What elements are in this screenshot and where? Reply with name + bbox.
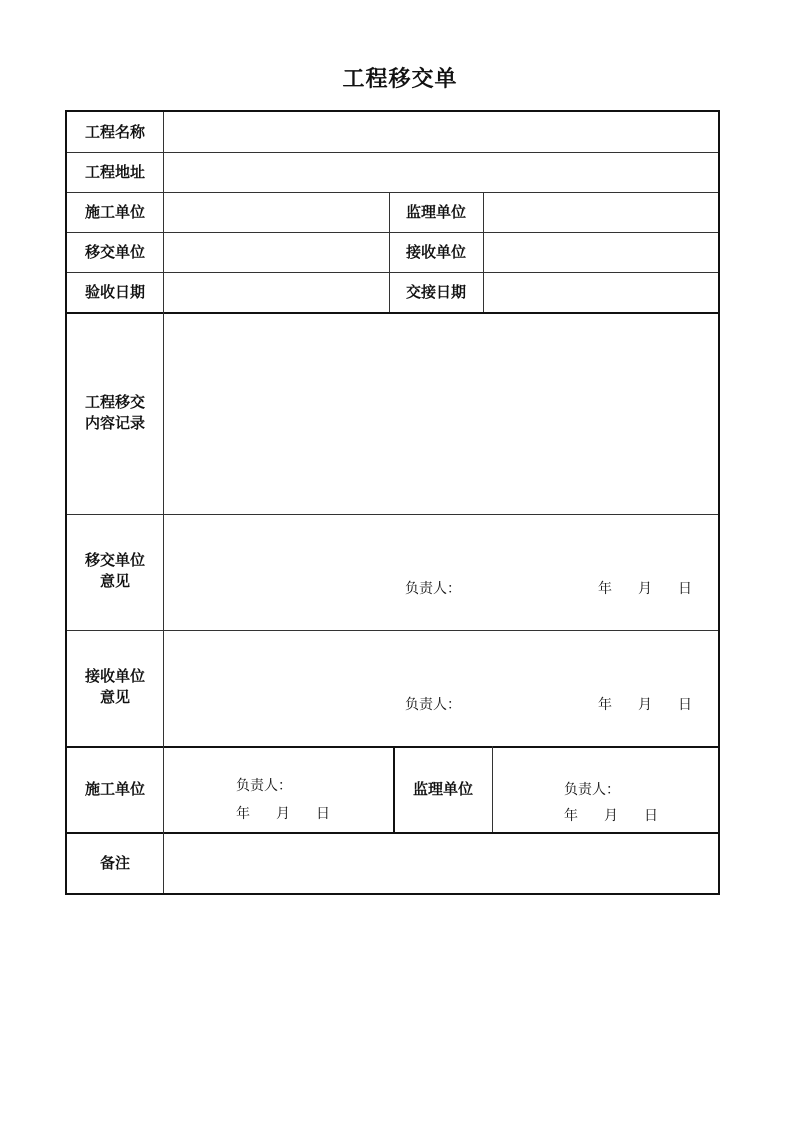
day-text: 日 (644, 808, 658, 824)
section-divider (67, 312, 718, 314)
month-text: 月 (638, 581, 652, 597)
column-divider (492, 746, 493, 832)
handover-opinion-date (598, 579, 692, 599)
receiving-responsible-person: 负责人： (405, 697, 461, 713)
row-divider (67, 272, 718, 273)
month-text: 月 (276, 806, 290, 822)
day-text: 日 (316, 806, 330, 822)
project-name-label: 工程名称 (84, 123, 145, 141)
row-divider (67, 152, 718, 153)
handover-opinion-label (67, 550, 163, 592)
receiving-opinion-label (67, 666, 163, 708)
remarks-label: 备注 (99, 854, 130, 872)
row-divider (67, 192, 718, 193)
receiving-opinion-label-line1: 接收单位 (84, 667, 145, 685)
row-divider (67, 232, 718, 233)
handover-unit-label: 移交单位 (84, 243, 145, 261)
year-text: 年 (598, 581, 612, 597)
page-title: 工程移交单 (342, 67, 458, 92)
content-record-label-line2: 内容记录 (84, 414, 145, 432)
column-divider (483, 192, 484, 312)
supervision-responsible-person: 负责人： (564, 782, 620, 798)
year-text: 年 (564, 808, 578, 824)
receiving-opinion-label-line2: 意见 (99, 688, 130, 706)
section-divider (67, 832, 718, 834)
bottom-supervision-unit-label: 监理单位 (412, 780, 473, 798)
year-text: 年 (598, 697, 612, 713)
content-record-label-line1: 工程移交 (84, 393, 145, 411)
content-record-label (67, 392, 163, 434)
section-divider (67, 514, 718, 515)
bottom-construction-unit-label: 施工单位 (84, 780, 145, 798)
construction-sign-date (236, 804, 330, 824)
section-divider (67, 630, 718, 631)
handover-opinion-label-line2: 意见 (99, 572, 130, 590)
handover-opinion-label-line1: 移交单位 (84, 551, 145, 569)
day-text: 日 (678, 581, 692, 597)
construction-responsible-person: 负责人： (236, 778, 292, 794)
month-text: 月 (604, 808, 618, 824)
label-column-divider (163, 112, 164, 893)
supervision-unit-label: 监理单位 (405, 203, 466, 221)
handover-form (65, 110, 720, 895)
receiving-opinion-date (598, 695, 692, 715)
receiving-unit-label: 接收单位 (405, 243, 466, 261)
construction-unit-label: 施工单位 (84, 203, 145, 221)
handover-responsible-person: 负责人： (405, 581, 461, 597)
year-text: 年 (236, 806, 250, 822)
acceptance-date-label: 验收日期 (84, 283, 145, 301)
project-address-label: 工程地址 (84, 163, 145, 181)
month-text: 月 (638, 697, 652, 713)
day-text: 日 (678, 697, 692, 713)
handover-date-label: 交接日期 (405, 283, 466, 301)
supervision-sign-date (564, 806, 658, 826)
